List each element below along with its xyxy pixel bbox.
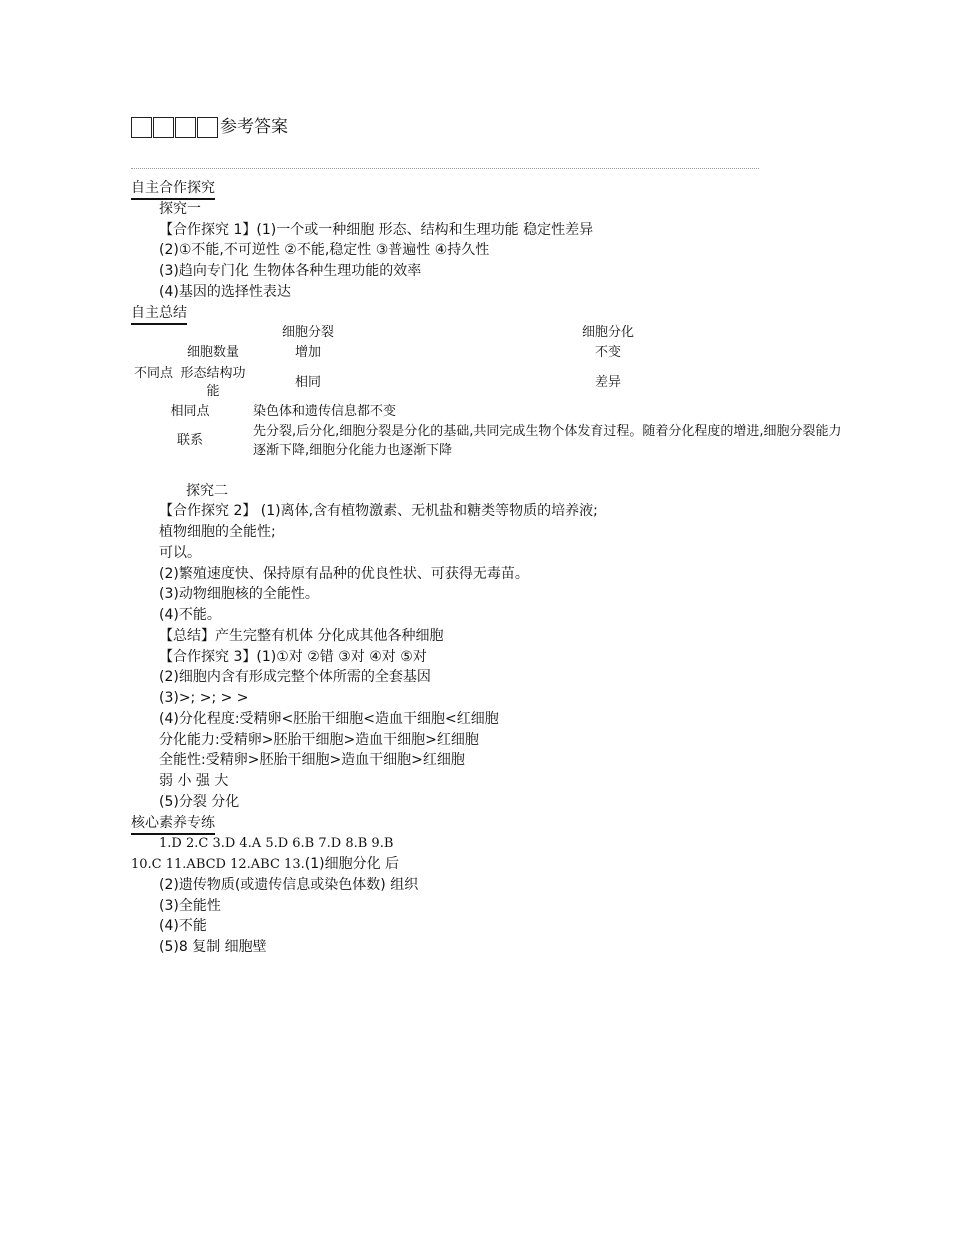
table-cell: 染色体和遗传信息都不变	[253, 404, 397, 419]
answer-key-text: (1)细胞分化 后	[304, 856, 400, 872]
title-row	[131, 114, 288, 138]
table-cell: 先分裂,后分化,细胞分裂是分化的基础,共同完成生物个体发育过程。随着分化程度的增进,细胞分裂能力	[253, 424, 842, 439]
table-cell: 不变	[594, 345, 621, 360]
subheading-explore-2: 探究二	[186, 483, 228, 499]
subheading-explore-1: 探究一	[159, 201, 201, 217]
answer-line: 【合作探究 1】(1)一个或一种细胞 形态、结构和生理功能 稳定性差异	[159, 222, 594, 238]
dotted-divider	[131, 168, 759, 169]
answer-line: (3)>; >; > >	[159, 690, 249, 706]
answer-line: (4)基因的选择性表达	[159, 284, 291, 300]
answer-line: (5)8 复制 细胞壁	[159, 939, 267, 955]
table-cell: 逐渐下降,细胞分化能力也逐渐下降	[253, 443, 453, 458]
table-row-label: 能	[206, 384, 220, 399]
section-heading-practice: 核心素养专练	[131, 815, 215, 835]
table-row-label: 联系	[176, 433, 203, 448]
placeholder-box	[131, 117, 152, 138]
answer-line: 【合作探究 3】(1)①对 ②错 ③对 ④对 ⑤对	[159, 649, 427, 665]
page-title: 参考答案	[220, 117, 288, 137]
answer-line: (3)全能性	[159, 898, 221, 914]
answer-key-line: 1.D 2.C 3.D 4.A 5.D 6.B 7.D 8.B 9.B	[159, 836, 394, 851]
answer-line: 全能性:受精卵>胚胎干细胞>造血干细胞>红细胞	[159, 752, 465, 768]
table-cell: 增加	[294, 345, 321, 360]
placeholder-box	[153, 117, 174, 138]
table-header-division: 细胞分裂	[281, 325, 334, 340]
answer-line: (4)不能。	[159, 607, 221, 623]
placeholder-box	[175, 117, 196, 138]
table-cell: 差异	[594, 375, 621, 390]
answer-line: 分化能力:受精卵>胚胎干细胞>造血干细胞>红细胞	[159, 732, 479, 748]
table-row-label: 形态结构功	[180, 366, 246, 381]
table-cell: 相同	[294, 375, 321, 390]
answer-line: (2)细胞内含有形成完整个体所需的全套基因	[159, 669, 431, 685]
placeholder-box	[197, 117, 218, 138]
answer-line: (4)分化程度:受精卵<胚胎干细胞<造血干细胞<红细胞	[159, 711, 499, 727]
answer-key-numbers: 10.C 11.ABCD 12.ABC 13.	[131, 857, 305, 872]
answer-line: 可以。	[159, 545, 201, 561]
answer-line: (3)动物细胞核的全能性。	[159, 586, 319, 602]
answer-line: 植物细胞的全能性;	[159, 524, 276, 540]
section-heading-explore: 自主合作探究	[131, 180, 215, 200]
answer-line: 【合作探究 2】 (1)离体,含有植物激素、无机盐和糖类等物质的培养液;	[159, 503, 598, 519]
answer-line: (4)不能	[159, 918, 207, 934]
answer-line: 【总结】产生完整有机体 分化成其他各种细胞	[159, 628, 444, 644]
table-row-label: 相同点	[170, 404, 210, 419]
table-group-label: 不同点	[134, 366, 174, 381]
answer-line: (3)趋向专门化 生物体各种生理功能的效率	[159, 263, 422, 279]
section-heading-summary: 自主总结	[131, 305, 187, 325]
table-row-label: 细胞数量	[186, 345, 239, 360]
answer-line: (5)分裂 分化	[159, 794, 240, 810]
answer-line: 弱 小 强 大	[159, 773, 229, 789]
answer-line: (2)①不能,不可逆性 ②不能,稳定性 ③普遍性 ④持久性	[159, 242, 490, 258]
answer-line: (2)遗传物质(或遗传信息或染色体数) 组织	[159, 877, 419, 893]
table-header-differentiation: 细胞分化	[581, 325, 634, 340]
answer-line: (2)繁殖速度快、保持原有品种的优良性状、可获得无毒苗。	[159, 566, 529, 582]
answer-key-line	[131, 856, 399, 873]
